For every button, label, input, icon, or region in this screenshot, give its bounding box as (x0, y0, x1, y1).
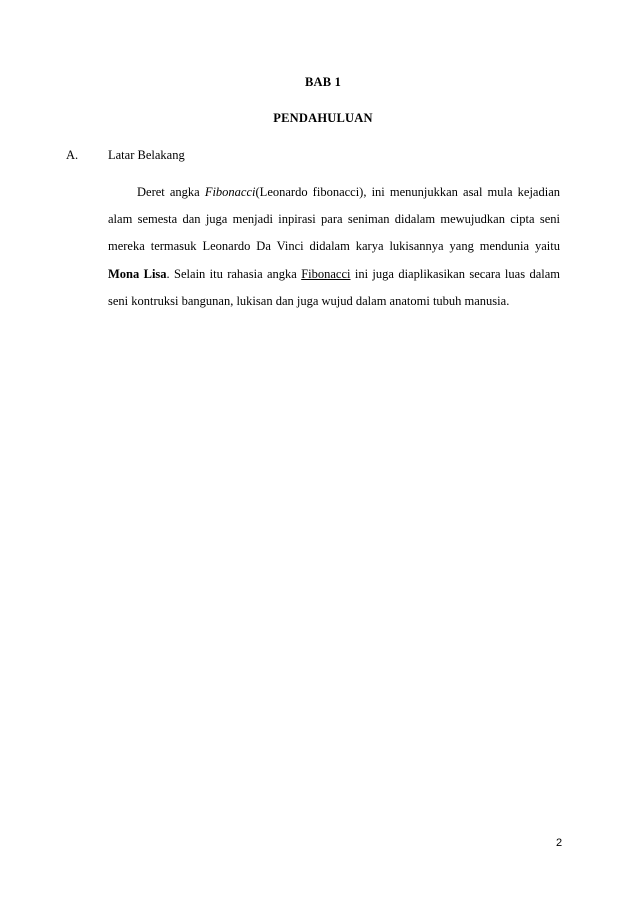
chapter-title-text: PENDAHULUAN (273, 111, 373, 125)
chapter-title (0, 111, 638, 126)
chapter-number-text: BAB 1 (304, 75, 342, 89)
paragraph-italic-term: Fibonacci (204, 185, 256, 199)
section-title: Latar Belakang (108, 148, 185, 162)
paragraph-underlined-term: Fibonacci (301, 266, 351, 281)
body-paragraph (108, 179, 560, 315)
paragraph-text-4: ini juga diaplikasikan secara luas dalam seni kontruksi bangunan, lukisan dan juga wujud dalam anatomi tubuh manusia. (108, 266, 560, 308)
paragraph-text-1: Deret angka (137, 185, 205, 199)
paragraph-text-2: (Leonardo fibonacci), ini menunjukkan asal mula kejadian alam semesta dan juga menjadi inpirasi para seniman didalam mewujudkan cipta seni mereka termasuk Leonardo Da Vinci didalam karya lukisannya yang mendunia yaitu (108, 185, 561, 254)
paragraph-text-3: . Selain itu rahasia angka (166, 266, 302, 281)
page-number: 2 (556, 837, 563, 849)
chapter-number (0, 75, 638, 90)
paragraph-bold-term: Mona Lisa (108, 266, 167, 281)
section-letter: A. (66, 148, 79, 162)
